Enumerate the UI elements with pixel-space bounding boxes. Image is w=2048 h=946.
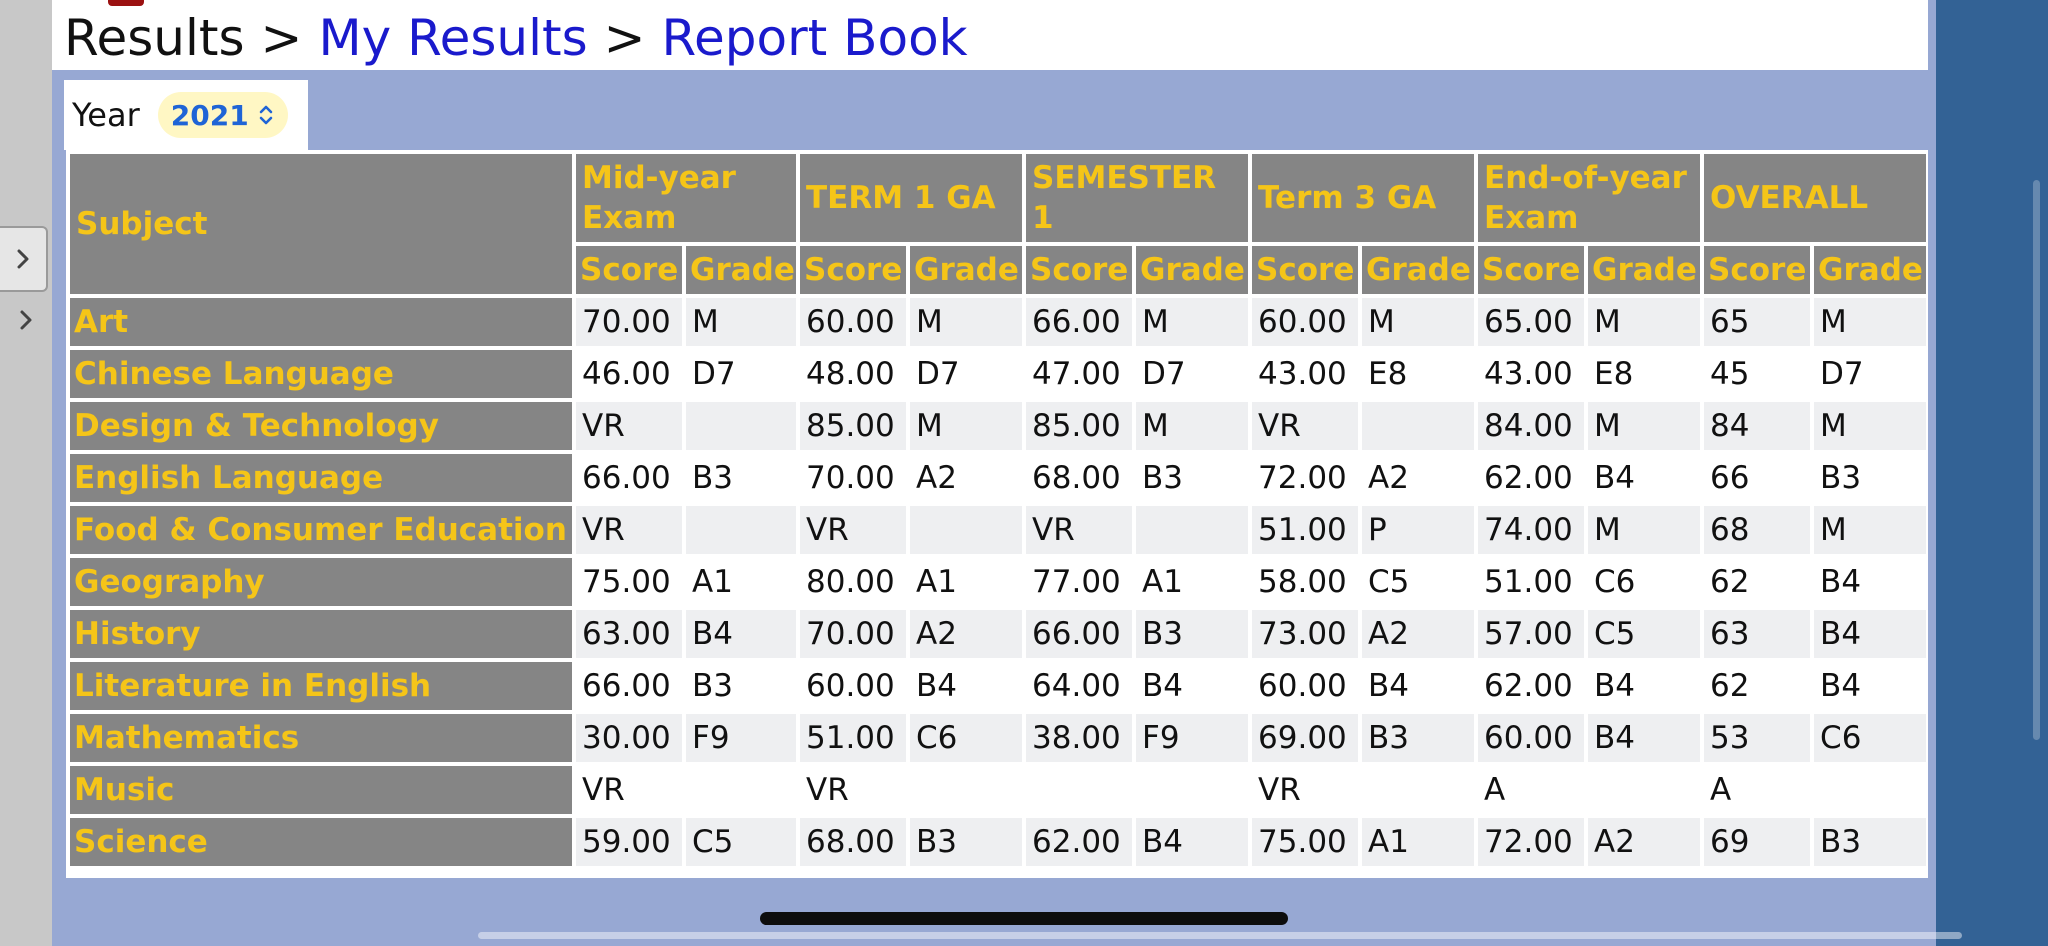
- grade-cell: D7: [1814, 350, 1926, 398]
- grade-cell: [686, 402, 796, 450]
- score-cell: 66.00: [1026, 298, 1132, 346]
- grade-cell: B4: [1588, 454, 1700, 502]
- year-filter: [64, 80, 308, 150]
- score-cell: 30.00: [576, 714, 682, 762]
- grade-cell: M: [686, 298, 796, 346]
- subheader-score: Score: [1704, 246, 1810, 294]
- table-row: [70, 766, 1926, 814]
- score-cell: VR: [1252, 402, 1358, 450]
- table-row: [70, 454, 1926, 502]
- results-table: [66, 150, 1930, 870]
- score-cell: 73.00: [1252, 610, 1358, 658]
- grade-cell: E8: [1362, 350, 1474, 398]
- column-header-subject: Subject: [70, 154, 572, 294]
- score-cell: 43.00: [1252, 350, 1358, 398]
- subheader-grade: Grade: [1136, 246, 1248, 294]
- column-header-end-of-year-exam: End-of-year Exam: [1478, 154, 1700, 242]
- grade-cell: B3: [686, 662, 796, 710]
- score-cell: 63.00: [576, 610, 682, 658]
- grade-cell: M: [1362, 298, 1474, 346]
- grade-cell: [910, 506, 1022, 554]
- column-header-term-1-ga: TERM 1 GA: [800, 154, 1022, 242]
- grade-cell: [1136, 766, 1248, 814]
- score-cell: 38.00: [1026, 714, 1132, 762]
- score-cell: 80.00: [800, 558, 906, 606]
- score-cell: 46.00: [576, 350, 682, 398]
- table-row: [70, 818, 1926, 866]
- score-cell: 70.00: [800, 610, 906, 658]
- grade-cell: C5: [1362, 558, 1474, 606]
- grade-cell: B3: [686, 454, 796, 502]
- score-cell: 62.00: [1026, 818, 1132, 866]
- score-cell: 62: [1704, 558, 1810, 606]
- table-row: [70, 350, 1926, 398]
- score-cell: 75.00: [1252, 818, 1358, 866]
- score-cell: 85.00: [800, 402, 906, 450]
- score-cell: 51.00: [1478, 558, 1584, 606]
- score-cell: 60.00: [1252, 298, 1358, 346]
- grade-cell: B4: [1136, 818, 1248, 866]
- score-cell: 65: [1704, 298, 1810, 346]
- grade-cell: [1362, 766, 1474, 814]
- grade-cell: B4: [1814, 662, 1926, 710]
- grade-cell: A2: [1588, 818, 1700, 866]
- horizontal-scrollbar[interactable]: [478, 932, 1962, 939]
- score-cell: 43.00: [1478, 350, 1584, 398]
- score-cell: 65.00: [1478, 298, 1584, 346]
- grade-cell: [1362, 402, 1474, 450]
- score-cell: 74.00: [1478, 506, 1584, 554]
- grade-cell: B4: [1362, 662, 1474, 710]
- grade-cell: [686, 506, 796, 554]
- grade-cell: A1: [1362, 818, 1474, 866]
- subject-cell: Music: [70, 766, 572, 814]
- score-cell: 77.00: [1026, 558, 1132, 606]
- sidebar-expand-chevron[interactable]: [14, 302, 38, 338]
- score-cell: [1026, 766, 1132, 814]
- grade-cell: B3: [1814, 818, 1926, 866]
- score-cell: 84.00: [1478, 402, 1584, 450]
- score-cell: 69: [1704, 818, 1810, 866]
- grade-cell: F9: [686, 714, 796, 762]
- score-cell: 60.00: [1252, 662, 1358, 710]
- column-header-overall: OVERALL: [1704, 154, 1926, 242]
- score-cell: 53: [1704, 714, 1810, 762]
- grade-cell: B3: [910, 818, 1022, 866]
- left-sidebar-strip: [0, 0, 52, 946]
- grade-cell: B4: [1588, 662, 1700, 710]
- grade-cell: M: [1814, 298, 1926, 346]
- grade-cell: M: [1588, 506, 1700, 554]
- grade-cell: B4: [910, 662, 1022, 710]
- score-cell: 72.00: [1478, 818, 1584, 866]
- grade-cell: B3: [1136, 610, 1248, 658]
- subject-cell: Food & Consumer Education: [70, 506, 572, 554]
- subheader-score: Score: [800, 246, 906, 294]
- score-cell: 85.00: [1026, 402, 1132, 450]
- grade-cell: [910, 766, 1022, 814]
- subject-cell: Design & Technology: [70, 402, 572, 450]
- score-cell: 51.00: [800, 714, 906, 762]
- subheader-score: Score: [1252, 246, 1358, 294]
- score-cell: 60.00: [1478, 714, 1584, 762]
- score-cell: VR: [1026, 506, 1132, 554]
- home-indicator: [760, 912, 1288, 925]
- score-cell: 45: [1704, 350, 1810, 398]
- grade-cell: [1814, 766, 1926, 814]
- grade-cell: M: [1136, 298, 1248, 346]
- grade-cell: [1136, 506, 1248, 554]
- score-cell: 62.00: [1478, 454, 1584, 502]
- subheader-grade: Grade: [686, 246, 796, 294]
- column-header-semester-1: SEMESTER 1: [1026, 154, 1248, 242]
- breadcrumb-link-my-results[interactable]: My Results: [318, 9, 588, 67]
- column-header-term-3-ga: Term 3 GA: [1252, 154, 1474, 242]
- grade-cell: M: [1136, 402, 1248, 450]
- subject-cell: Literature in English: [70, 662, 572, 710]
- grade-cell: F9: [1136, 714, 1248, 762]
- subheader-grade: Grade: [1362, 246, 1474, 294]
- score-cell: VR: [800, 506, 906, 554]
- year-label: Year: [72, 96, 140, 134]
- score-cell: 68.00: [1026, 454, 1132, 502]
- grade-cell: M: [1588, 402, 1700, 450]
- subject-cell: Art: [70, 298, 572, 346]
- score-cell: 62.00: [1478, 662, 1584, 710]
- score-cell: VR: [576, 506, 682, 554]
- subject-cell: Mathematics: [70, 714, 572, 762]
- subject-cell: Geography: [70, 558, 572, 606]
- title-fragment: [108, 0, 144, 6]
- sidebar-expand-tab[interactable]: [0, 226, 48, 292]
- grade-cell: M: [1814, 506, 1926, 554]
- score-cell: 68.00: [800, 818, 906, 866]
- column-header-mid-year-exam: Mid-year Exam: [576, 154, 796, 242]
- grade-cell: B3: [1814, 454, 1926, 502]
- subheader-grade: Grade: [910, 246, 1022, 294]
- grade-cell: C5: [1588, 610, 1700, 658]
- up-down-chevron-icon: [257, 102, 275, 128]
- grade-cell: A1: [686, 558, 796, 606]
- table-row: [70, 402, 1926, 450]
- score-cell: 59.00: [576, 818, 682, 866]
- year-select[interactable]: [158, 92, 288, 138]
- score-cell: 72.00: [1252, 454, 1358, 502]
- grade-cell: B3: [1362, 714, 1474, 762]
- grade-cell: M: [1814, 402, 1926, 450]
- grade-cell: D7: [686, 350, 796, 398]
- score-cell: 47.00: [1026, 350, 1132, 398]
- grade-cell: B4: [1588, 714, 1700, 762]
- grade-cell: B3: [1136, 454, 1248, 502]
- grade-cell: M: [910, 298, 1022, 346]
- grade-cell: B4: [1814, 558, 1926, 606]
- grade-cell: E8: [1588, 350, 1700, 398]
- subject-cell: Science: [70, 818, 572, 866]
- grade-cell: A2: [910, 610, 1022, 658]
- subheader-grade: Grade: [1814, 246, 1926, 294]
- score-cell: 68: [1704, 506, 1810, 554]
- score-cell: VR: [800, 766, 906, 814]
- subject-cell: English Language: [70, 454, 572, 502]
- score-cell: 66: [1704, 454, 1810, 502]
- subject-cell: Chinese Language: [70, 350, 572, 398]
- grade-cell: C5: [686, 818, 796, 866]
- table-row: [70, 714, 1926, 762]
- breadcrumb-separator: >: [603, 9, 646, 67]
- score-cell: VR: [576, 766, 682, 814]
- score-cell: 70.00: [576, 298, 682, 346]
- breadcrumb: [64, 8, 968, 68]
- score-cell: 48.00: [800, 350, 906, 398]
- grade-cell: A2: [1362, 454, 1474, 502]
- score-cell: 60.00: [800, 662, 906, 710]
- grade-cell: A1: [910, 558, 1022, 606]
- score-cell: 60.00: [800, 298, 906, 346]
- table-row: [70, 610, 1926, 658]
- grade-cell: C6: [910, 714, 1022, 762]
- score-cell: 66.00: [576, 662, 682, 710]
- breadcrumb-link-report-book[interactable]: Report Book: [661, 9, 968, 67]
- year-select-value: 2021: [170, 98, 249, 132]
- grade-cell: A2: [1362, 610, 1474, 658]
- breadcrumb-root: Results: [64, 9, 245, 67]
- subheader-grade: Grade: [1588, 246, 1700, 294]
- grade-cell: B4: [686, 610, 796, 658]
- grade-cell: C6: [1588, 558, 1700, 606]
- score-cell: 66.00: [1026, 610, 1132, 658]
- grade-cell: C6: [1814, 714, 1926, 762]
- score-cell: 62: [1704, 662, 1810, 710]
- grade-cell: A1: [1136, 558, 1248, 606]
- results-table-body: [70, 298, 1926, 866]
- score-cell: 51.00: [1252, 506, 1358, 554]
- grade-cell: B4: [1136, 662, 1248, 710]
- chevron-right-icon: [14, 247, 32, 271]
- score-cell: 70.00: [800, 454, 906, 502]
- grade-cell: [1588, 766, 1700, 814]
- table-row: [70, 662, 1926, 710]
- vertical-scrollbar[interactable]: [2033, 180, 2040, 740]
- score-cell: VR: [1252, 766, 1358, 814]
- score-cell: A: [1478, 766, 1584, 814]
- score-cell: 69.00: [1252, 714, 1358, 762]
- right-side-panel: [1936, 0, 2048, 946]
- grade-cell: [686, 766, 796, 814]
- subheader-score: Score: [1026, 246, 1132, 294]
- score-cell: 58.00: [1252, 558, 1358, 606]
- score-cell: 57.00: [1478, 610, 1584, 658]
- score-cell: 66.00: [576, 454, 682, 502]
- subheader-score: Score: [576, 246, 682, 294]
- grade-cell: B4: [1814, 610, 1926, 658]
- score-cell: 63: [1704, 610, 1810, 658]
- grade-cell: A2: [910, 454, 1022, 502]
- subheader-score: Score: [1478, 246, 1584, 294]
- grade-cell: D7: [1136, 350, 1248, 398]
- subject-cell: History: [70, 610, 572, 658]
- score-cell: VR: [576, 402, 682, 450]
- results-table-container: [66, 150, 1928, 878]
- score-cell: 75.00: [576, 558, 682, 606]
- table-row: [70, 558, 1926, 606]
- grade-cell: M: [1588, 298, 1700, 346]
- score-cell: 84: [1704, 402, 1810, 450]
- score-cell: A: [1704, 766, 1810, 814]
- chevron-right-icon: [17, 308, 35, 332]
- grade-cell: P: [1362, 506, 1474, 554]
- breadcrumb-separator: >: [260, 9, 303, 67]
- table-row: [70, 506, 1926, 554]
- score-cell: 64.00: [1026, 662, 1132, 710]
- grade-cell: M: [910, 402, 1022, 450]
- table-row: [70, 298, 1926, 346]
- grade-cell: D7: [910, 350, 1022, 398]
